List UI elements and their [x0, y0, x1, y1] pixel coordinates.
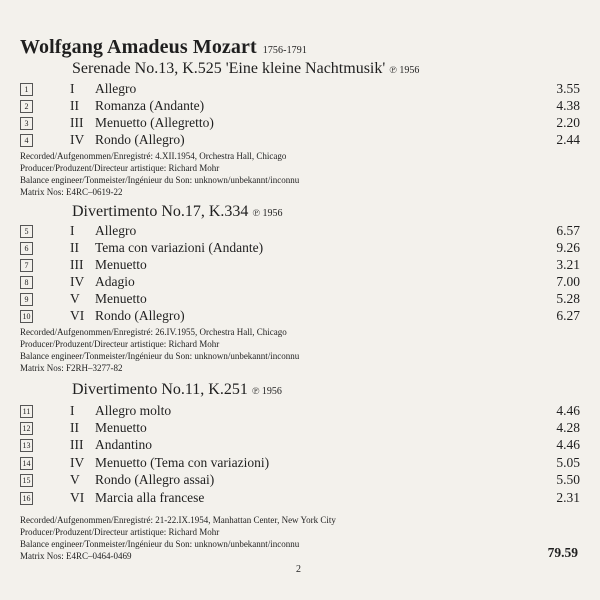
engineer-info: Balance engineer/Tonmeister/Ingénieur du Son: unknown/unbekannt/inconnu: [20, 539, 300, 549]
phonogram-year: ℗ 1956: [389, 65, 420, 76]
track-number: 15: [20, 474, 33, 487]
producer-info: Producer/Produzent/Directeur artistique: Richard Mohr: [20, 339, 220, 349]
recorded-info: Recorded/Aufgenommen/Enregistré: 4.XII.1954, Orchestra Hall, Chicago: [20, 151, 287, 161]
movement-number: II: [70, 98, 79, 113]
track-row: [20, 273, 580, 290]
track-number: 3: [20, 117, 33, 130]
movement-name: Menuetto (Tema con variazioni): [95, 455, 270, 470]
track-number: 1: [20, 83, 33, 96]
track-number: 12: [20, 422, 33, 435]
movement-number: VI: [70, 490, 85, 505]
track-row: [20, 256, 580, 273]
track-row: [20, 239, 580, 256]
recorded-info: Recorded/Aufgenommen/Enregistré: 21-22.IX.1954, Manhattan Center, New York City: [20, 515, 336, 525]
matrix-info: Matrix Nos: F2RH–3277-82: [20, 363, 123, 373]
track-duration: 3.21: [556, 257, 580, 272]
phonogram-year: ℗ 1956: [252, 208, 283, 219]
page-number: 2: [296, 564, 301, 575]
movement-name: Andantino: [95, 437, 152, 452]
movement-name: Menuetto: [95, 257, 147, 272]
track-row: [20, 471, 580, 488]
track-row: [20, 114, 580, 131]
track-number: 6: [20, 242, 33, 255]
track-number: 2: [20, 100, 33, 113]
work-title: [72, 381, 282, 399]
movement-name: Tema con variazioni (Andante): [95, 240, 264, 255]
track-duration: 6.57: [556, 223, 580, 238]
composer-heading: [20, 36, 307, 59]
track-row: [20, 80, 580, 97]
total-duration: 79.59: [547, 545, 578, 560]
movement-number: II: [70, 420, 79, 435]
track-row: [20, 419, 580, 436]
movement-number: V: [70, 472, 80, 487]
track-duration: 5.05: [556, 455, 580, 470]
movement-name: Allegro: [95, 81, 137, 96]
track-row: [20, 436, 580, 453]
movement-name: Menuetto: [95, 291, 147, 306]
recording-credits: [20, 150, 299, 198]
recorded-info: Recorded/Aufgenommen/Enregistré: 26.IV.1955, Orchestra Hall, Chicago: [20, 327, 287, 337]
producer-info: Producer/Produzent/Directeur artistique: Richard Mohr: [20, 163, 220, 173]
track-duration: 2.31: [556, 490, 580, 505]
movement-name: Allegro molto: [95, 403, 172, 418]
movement-name: Menuetto (Allegretto): [95, 115, 214, 130]
track-number: 5: [20, 225, 33, 238]
movement-number: I: [70, 81, 75, 96]
track-duration: 5.28: [556, 291, 580, 306]
track-duration: 6.27: [556, 308, 580, 323]
track-row: [20, 290, 580, 307]
movement-name: Marcia alla francese: [95, 490, 205, 505]
track-duration: 4.46: [556, 403, 580, 418]
movement-name: Rondo (Allegro): [95, 308, 185, 323]
movement-number: III: [70, 437, 84, 452]
track-duration: 2.20: [556, 115, 580, 130]
track-number: 13: [20, 439, 33, 452]
track-duration: 7.00: [556, 274, 580, 289]
track-number: 16: [20, 492, 33, 505]
recording-credits: [20, 326, 299, 374]
track-duration: 4.28: [556, 420, 580, 435]
work-title-text: Divertimento No.17, K.334: [72, 203, 249, 220]
movement-number: II: [70, 240, 79, 255]
track-duration: 5.50: [556, 472, 580, 487]
movement-number: I: [70, 223, 75, 238]
track-row: [20, 307, 580, 324]
movement-number: VI: [70, 308, 85, 323]
track-number: 8: [20, 276, 33, 289]
track-number: 11: [20, 405, 33, 418]
engineer-info: Balance engineer/Tonmeister/Ingénieur du Son: unknown/unbekannt/inconnu: [20, 351, 300, 361]
track-row: [20, 97, 580, 114]
movement-name: Romanza (Andante): [95, 98, 205, 113]
movement-name: Adagio: [95, 274, 135, 289]
track-duration: 4.46: [556, 437, 580, 452]
composer-name: Wolfgang Amadeus Mozart: [20, 36, 257, 58]
movement-name: Rondo (Allegro assai): [95, 472, 215, 487]
movement-number: I: [70, 403, 75, 418]
track-row: [20, 222, 580, 239]
recording-credits: [20, 514, 336, 562]
track-row: [20, 489, 580, 506]
track-row: [20, 402, 580, 419]
track-duration: 3.55: [556, 81, 580, 96]
movement-number: V: [70, 291, 80, 306]
movement-name: Rondo (Allegro): [95, 132, 185, 147]
work-title-text: Serenade No.13, K.525 'Eine kleine Nachtmusik': [72, 60, 386, 77]
engineer-info: Balance engineer/Tonmeister/Ingénieur du Son: unknown/unbekannt/inconnu: [20, 175, 300, 185]
track-number: 14: [20, 457, 33, 470]
movement-name: Allegro: [95, 223, 137, 238]
work-title: [72, 203, 283, 221]
track-number: 9: [20, 293, 33, 306]
movement-number: III: [70, 257, 84, 272]
track-duration: 9.26: [556, 240, 580, 255]
track-duration: 2.44: [556, 132, 580, 147]
track-row: [20, 454, 580, 471]
movement-number: IV: [70, 455, 85, 470]
composer-dates: 1756-1791: [262, 45, 307, 56]
producer-info: Producer/Produzent/Directeur artistique: Richard Mohr: [20, 527, 220, 537]
movement-number: III: [70, 115, 84, 130]
movement-number: IV: [70, 274, 85, 289]
movement-name: Menuetto: [95, 420, 147, 435]
matrix-info: Matrix Nos: E4RC–0619-22: [20, 187, 123, 197]
matrix-info: Matrix Nos: E4RC–0464-0469: [20, 551, 132, 561]
movement-number: IV: [70, 132, 85, 147]
track-number: 7: [20, 259, 33, 272]
track-duration: 4.38: [556, 98, 580, 113]
phonogram-year: ℗ 1956: [251, 386, 282, 397]
work-title-text: Divertimento No.11, K.251: [72, 381, 248, 398]
work-title: [72, 60, 419, 78]
track-number: 4: [20, 134, 33, 147]
track-row: [20, 131, 580, 148]
track-number: 10: [20, 310, 33, 323]
